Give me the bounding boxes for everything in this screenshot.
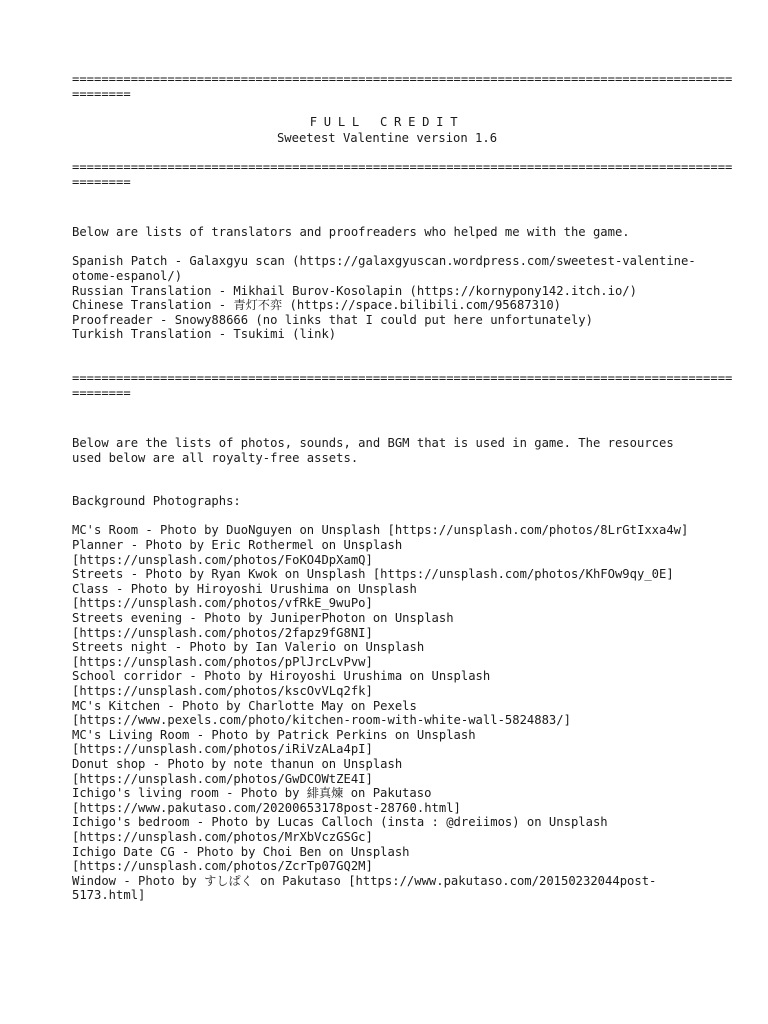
list-item: Spanish Patch - Galaxgyu scan (https://galaxgyuscan.wordpress.com/sweetest-valentine-otome-espanol/) <box>72 254 696 283</box>
separator-after-translators <box>72 370 733 400</box>
list-item: Proofreader - Snowy88666 (no links that I could put here unfortunately) <box>72 312 593 327</box>
list-item: MC's Kitchen - Photo by Charlotte May on Pexels [https://www.pexels.com/photo/kitchen-room-with-white-wall-5824883/] <box>72 698 571 728</box>
separator-line: ======== <box>72 174 131 189</box>
list-item: Window - Photo by すしぱく on Pakutaso [https://www.pakutaso.com/20150232044post-5173.html] <box>72 873 657 903</box>
list-item: Streets - Photo by Ryan Kwok on Unsplash [https://unsplash.com/photos/KhFOw9qy_0E] <box>72 567 674 582</box>
list-item: Streets night - Photo by Ian Valerio on Unsplash [https://unsplash.com/photos/pPlJrcLvPvw] <box>72 640 432 669</box>
list-item: Donut shop - Photo by note thanun on Unsplash [https://unsplash.com/photos/GwDCOWtZE4I] <box>72 756 410 786</box>
list-item: Ichigo Date CG - Photo by Choi Ben on Unsplash [https://unsplash.com/photos/ZcrTp07GQ2M] <box>72 844 417 874</box>
background-photographs-list <box>72 523 702 902</box>
list-item: MC's Room - Photo by DuoNguyen on Unsplash [https://unsplash.com/photos/8LrGtIxxa4w] <box>72 523 689 538</box>
list-item: Ichigo's living room - Photo by 緋真煉 on Pakutaso [https://www.pakutaso.com/20200653178post-28760.html] <box>72 786 461 815</box>
title-block <box>72 115 702 145</box>
separator-line: ========================================================================================== <box>72 72 733 86</box>
credits-document <box>72 72 733 903</box>
separator-line: ======== <box>72 385 131 400</box>
separator-line: ======== <box>72 86 131 101</box>
separator-top <box>72 72 733 101</box>
list-item: Turkish Translation - Tsukimi (link) <box>72 327 337 342</box>
resources-intro: Below are the lists of photos, sounds, and BGM that is used in game. The resources used below are all royalty-free assets. <box>72 436 682 465</box>
background-photographs-heading: Background Photographs: <box>72 494 241 509</box>
separator-after-title <box>72 159 733 189</box>
separator-line: ========================================================================================== <box>72 370 733 385</box>
document-subtitle: Sweetest Valentine version 1.6 <box>276 130 498 145</box>
list-item: Ichigo's bedroom - Photo by Lucas Calloch (insta : @dreiimos) on Unsplash [https://unsplash.com/photos/MrXbVczGSGc] <box>72 815 615 844</box>
list-item: School corridor - Photo by Hiroyoshi Urushima on Unsplash [https://unsplash.com/photos/kscOvVLq2fk] <box>72 669 498 698</box>
translators-intro: Below are lists of translators and proofreaders who helped me with the game. <box>72 225 630 240</box>
list-item: Planner - Photo by Eric Rothermel on Unsplash [https://unsplash.com/photos/FoKO4DpXamQ] <box>72 538 410 567</box>
document-title: FULL CREDIT <box>309 115 465 130</box>
list-item: MC's Living Room - Photo by Patrick Perkins on Unsplash [https://unsplash.com/photos/iRiVzALa4pI] <box>72 727 483 757</box>
list-item: Russian Translation - Mikhail Burov-Kosolapin (https://kornypony142.itch.io/) <box>72 283 637 298</box>
list-item: Chinese Translation - 青灯不弈 (https://space.bilibili.com/95687310) <box>72 298 561 313</box>
separator-line: ========================================================================================== <box>72 159 733 174</box>
list-item: Streets evening - Photo by JuniperPhoton on Unsplash [https://unsplash.com/photos/2fapz9fG8NI] <box>72 611 461 640</box>
translators-list <box>72 254 702 342</box>
list-item: Class - Photo by Hiroyoshi Urushima on Unsplash [https://unsplash.com/photos/vfRkE_9wuPo] <box>72 581 425 611</box>
